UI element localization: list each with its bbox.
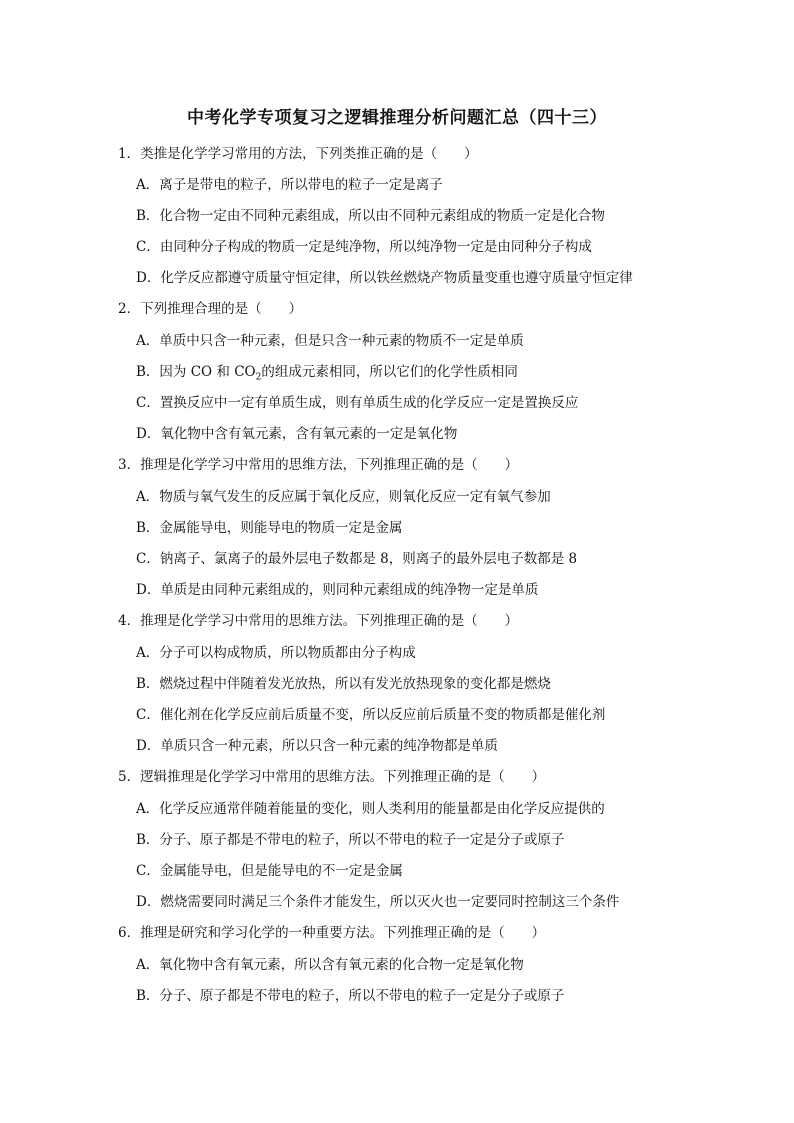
question-4-option-b: B．燃烧过程中伴随着发光放热，所以有发光放热现象的变化都是燃烧: [136, 676, 551, 692]
subscript-2: 2: [255, 372, 262, 383]
question-5-option-a: A．化学反应通常伴随着能量的变化，则人类利用的能量都是由化学反应提供的: [136, 801, 605, 817]
question-2-option-b: [136, 363, 518, 387]
question-2-option-c: C．置换反应中一定有单质生成，则有单质生成的化学反应一定是置换反应: [136, 395, 579, 411]
question-4-option-a: A．分子可以构成物质，所以物质都由分子构成: [136, 645, 416, 661]
question-1-stem: 1．类推是化学学习常用的方法，下列类推正确的是（ ）: [118, 146, 478, 162]
question-2-option-a: A．单质中只含一种元素，但是只含一种元素的物质不一定是单质: [136, 333, 524, 349]
question-1-option-a: A．离子是带电的粒子，所以带电的粒子一定是离子: [136, 177, 443, 193]
question-5-option-c: C．金属能导电，但是能导电的不一定是金属: [136, 863, 403, 879]
question-6-stem: 6．推理是研究和学习化学的一种重要方法。下列推理正确的是（ ）: [118, 925, 546, 941]
question-2-option-d: D．氧化物中含有氧元素，含有氧元素的一定是氧化物: [136, 426, 458, 442]
question-5-option-d: D．燃烧需要同时满足三个条件才能发生，所以灭火也一定要同时控制这三个条件: [136, 894, 620, 910]
question-1-option-b: B．化合物一定由不同种元素组成，所以由不同种元素组成的物质一定是化合物: [136, 208, 605, 224]
question-3-option-d: D．单质是由同种元素组成的，则同种元素组成的纯净物一定是单质: [136, 582, 539, 598]
question-3-stem: 3．推理是化学学习中常用的思维方法，下列推理正确的是（ ）: [118, 457, 519, 473]
question-4-option-c: C．催化剂在化学反应前后质量不变，所以反应前后质量不变的物质都是催化剂: [136, 707, 606, 723]
question-3-option-c: C．钠离子、氯离子的最外层电子数都是 8，则离子的最外层电子数都是 8: [136, 551, 578, 567]
question-4-option-d: D．单质只含一种元素，所以只含一种元素的纯净物都是单质: [136, 738, 498, 754]
question-2-option-b-text-rest: 的组成元素相同，所以它们的化学性质相同: [261, 364, 518, 380]
question-6-option-a: A．氧化物中含有氧元素，所以含有氧元素的化合物一定是氧化物: [136, 957, 524, 973]
question-1-option-c: C．由同种分子构成的物质一定是纯净物，所以纯净物一定是由同种分子构成: [136, 239, 592, 255]
document-title: 中考化学专项复习之逻辑推理分析问题汇总（四十三）: [187, 108, 607, 128]
question-6-option-b: B．分子、原子都是不带电的粒子，所以不带电的粒子一定是分子或原子: [136, 988, 565, 1004]
question-2-stem: 2．下列推理合理的是（ ）: [118, 301, 303, 317]
question-5-option-b: B．分子、原子都是不带电的粒子，所以不带电的粒子一定是分子或原子: [136, 832, 565, 848]
question-4-stem: 4．推理是化学学习中常用的思维方法。下列推理正确的是（ ）: [118, 613, 519, 629]
question-2-option-b-text: B．因为 CO 和 CO: [136, 364, 256, 380]
question-3-option-b: B．金属能导电，则能导电的物质一定是金属: [136, 520, 403, 536]
question-1-option-d: D．化学反应都遵守质量守恒定律，所以铁丝燃烧产物质量变重也遵守质量守恒定律: [136, 270, 633, 286]
question-5-stem: 5．逻辑推理是化学学习中常用的思维方法。下列推理正确的是（ ）: [118, 769, 546, 785]
question-3-option-a: A．物质与氧气发生的反应属于氧化反应，则氧化反应一定有氧气参加: [136, 489, 551, 505]
